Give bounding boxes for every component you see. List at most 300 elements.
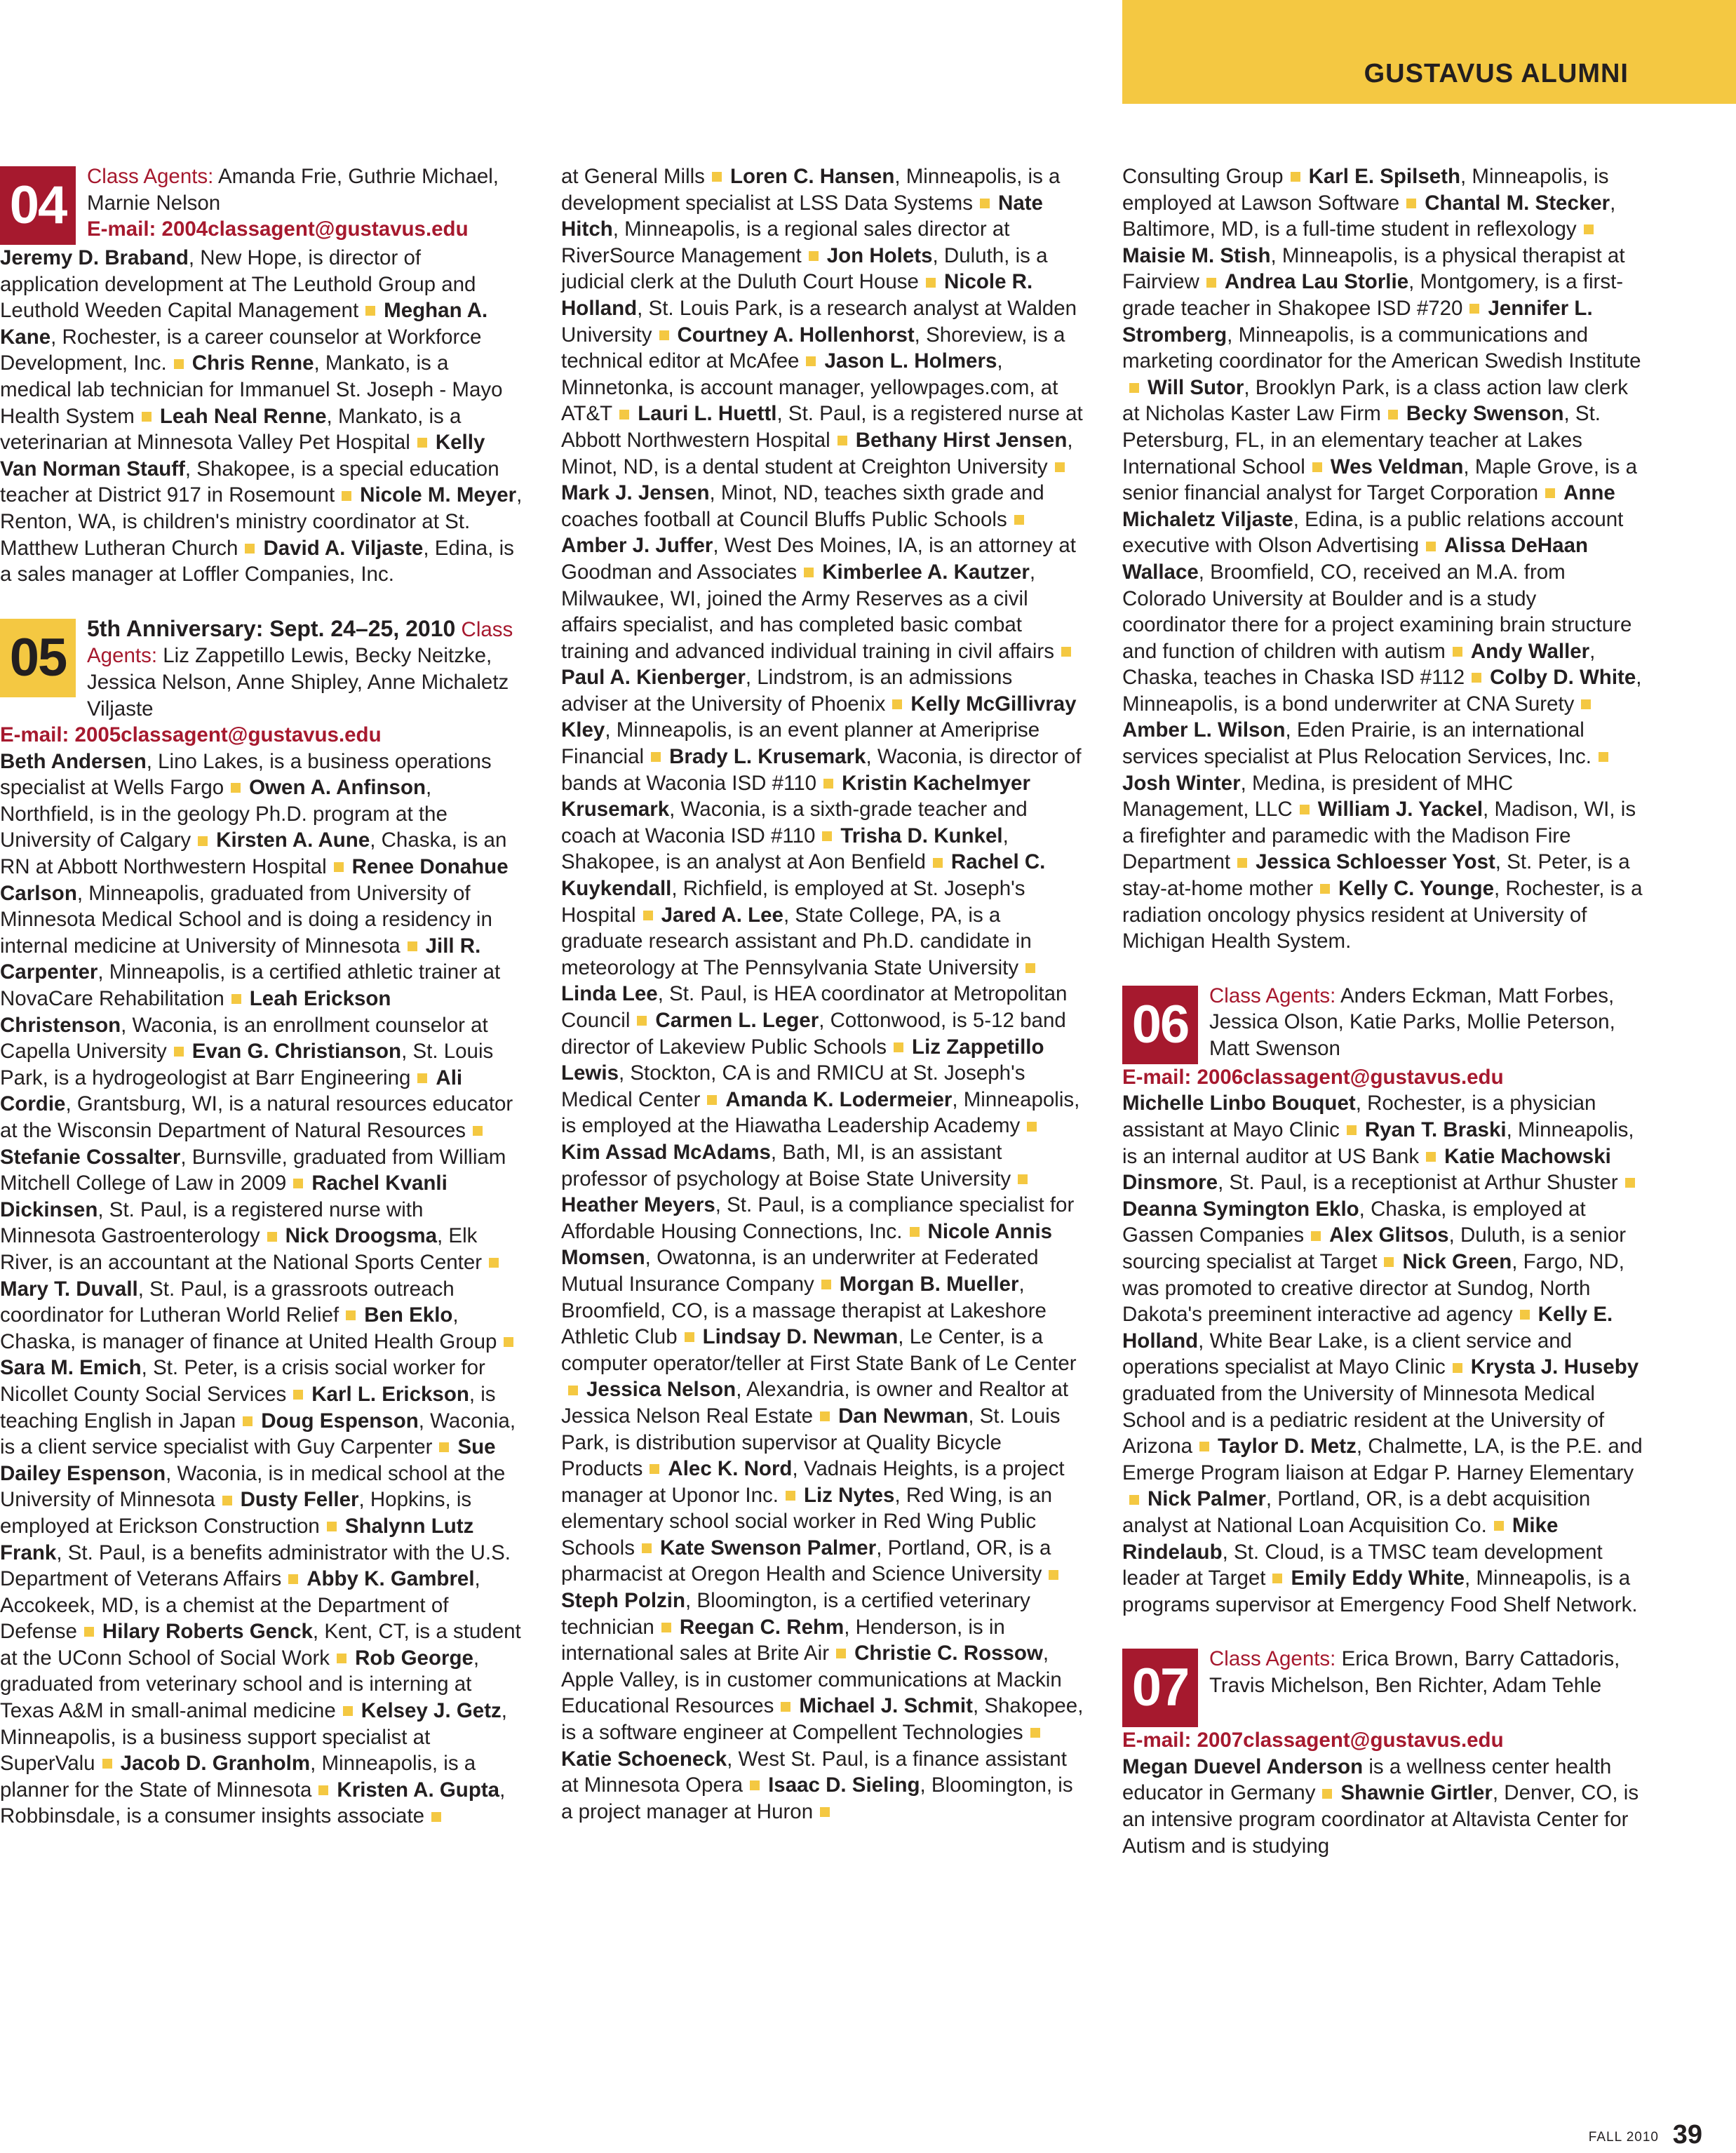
bullet-separator bbox=[820, 1807, 830, 1817]
alumni-details: , St. Paul, is a benefits administrator with the U.S. Department of Veterans Affairs bbox=[0, 1541, 511, 1591]
bullet-separator bbox=[174, 359, 184, 369]
alumni-name: Amanda K. Lodermeier bbox=[725, 1087, 953, 1111]
spacer bbox=[0, 588, 523, 616]
alumni-name: Renee Donahue Carlson bbox=[0, 855, 509, 905]
alumni-details: , Northfield, is in the geology Ph.D. program at the University of Calgary bbox=[0, 776, 448, 852]
alumni-details: , Chaska, is employed at Gassen Companies bbox=[1122, 1197, 1586, 1247]
alumni-details: , Waconia, is an enrollment counselor at Capella University bbox=[0, 1013, 488, 1064]
alumni-name: Owen A. Anfinson bbox=[249, 776, 426, 800]
alumni-details: , Grantsburg, WI, is a natural resources educator at the Wisconsin Department of Natural Resources bbox=[0, 1092, 513, 1142]
alumni-details: , Milwaukee, WI, joined the Army Reserves as a civil affairs specialist, and has completed basic combat training and advanced individual training in civil affairs bbox=[561, 560, 1054, 663]
alumni-name: Krysta J. Huseby bbox=[1470, 1355, 1639, 1379]
bullet-separator bbox=[643, 911, 653, 920]
bullet-separator bbox=[894, 1042, 903, 1052]
alumni-name: Kimberlee A. Kautzer bbox=[822, 560, 1030, 584]
bullet-separator bbox=[408, 941, 417, 951]
alumni-name: Kelly E. Holland bbox=[1122, 1303, 1613, 1353]
alumni-name: Amber L. Wilson bbox=[1122, 718, 1286, 742]
class-agents bbox=[87, 616, 523, 722]
class-email: E-mail: 2006classagent@gustavus.edu bbox=[1122, 1065, 1504, 1089]
alumni-details: , St. Louis Park, is a hydrogeologist at Barr Engineering bbox=[0, 1040, 494, 1089]
alumni-details: , St. Paul, is a registered nurse with Minnesota Gastroenterology bbox=[0, 1198, 424, 1248]
alumni-name: Trisha D. Kunkel bbox=[840, 824, 1003, 847]
bullet-separator bbox=[293, 1390, 303, 1400]
alumni-name: Reegan C. Rehm bbox=[679, 1615, 845, 1639]
alumni-name: Nicole M. Meyer bbox=[360, 483, 517, 507]
entries bbox=[1122, 1754, 1645, 1859]
alumni-details: , St. Paul, is a grassroots outreach coordinator for Lutheran World Relief bbox=[0, 1277, 455, 1327]
alumni-name: Kirsten A. Aune bbox=[216, 829, 370, 852]
alumni-name: Anne Michaletz Viljaste bbox=[1122, 481, 1615, 531]
alumni-details: , Vadnais Heights, is a project manager at Uponor Inc. bbox=[561, 1457, 1065, 1507]
alumni-details: , St. Paul, is HEA coordinator at Metropolitan Council bbox=[561, 982, 1068, 1032]
bullet-separator bbox=[1581, 699, 1591, 709]
alumni-details: , Edina, is a public relations account executive with Olson Advertising bbox=[1122, 507, 1624, 558]
bullet-separator bbox=[1426, 1152, 1436, 1162]
bullet-separator bbox=[198, 836, 208, 846]
class-header bbox=[0, 163, 523, 245]
class-email: E-mail: 2007classagent@gustavus.edu bbox=[1122, 1729, 1504, 1752]
bullet-separator bbox=[222, 1496, 232, 1505]
alumni-name: Deanna Symington Eklo bbox=[1122, 1197, 1359, 1221]
alumni-details: , Mankato, is a veterinarian at Minnesota Valley Pet Hospital bbox=[0, 404, 462, 455]
alumni-details: , Chalmette, LA, is the P.E. and Emerge Program liaison at Edgar P. Harney Elementary bbox=[1122, 1435, 1643, 1484]
alumni-name: Alex Glitsos bbox=[1329, 1223, 1449, 1247]
bullet-separator bbox=[231, 994, 241, 1004]
bullet-separator bbox=[637, 1016, 647, 1026]
alumni-details: , Minneapolis, is a bond underwriter at CNA Surety bbox=[1122, 666, 1642, 716]
alumni-details: , St. Peter, is a stay-at-home mother bbox=[1122, 850, 1630, 901]
alumni-details: , Broomfield, CO, is a massage therapist at Lakeshore Athletic Club bbox=[561, 1272, 1047, 1349]
entries bbox=[1122, 163, 1645, 955]
alumni-name: Taylor D. Metz bbox=[1218, 1435, 1357, 1458]
bullet-separator bbox=[1055, 462, 1065, 472]
alumni-name: Sara M. Emich bbox=[0, 1356, 142, 1380]
bullet-separator bbox=[1384, 1257, 1394, 1267]
bullet-separator bbox=[243, 1416, 253, 1426]
bullet-separator bbox=[933, 858, 943, 868]
alumni-details: , White Bear Lake, is a client service and operations specialist at Mayo Clinic bbox=[1122, 1329, 1573, 1379]
alumni-name: Becky Swenson bbox=[1406, 402, 1564, 426]
entries bbox=[1122, 1090, 1645, 1618]
bullet-separator bbox=[342, 491, 351, 501]
alumni-name: Maisie M. Stish bbox=[1122, 243, 1271, 267]
bullet-separator bbox=[1545, 488, 1555, 498]
alumni-name: Andy Waller bbox=[1470, 639, 1590, 663]
alumni-details: , Shoreview, is a technical editor at McAfee bbox=[561, 323, 1065, 373]
bullet-separator bbox=[1469, 304, 1479, 314]
bullet-separator bbox=[1027, 1122, 1037, 1132]
alumni-name: Colby D. White bbox=[1490, 666, 1636, 690]
alumni-name: Leah Erickson Christenson bbox=[0, 987, 391, 1037]
bullet-separator bbox=[267, 1232, 277, 1242]
alumni-details: , West St. Paul, is a finance assistant at Minnesota Opera bbox=[561, 1747, 1067, 1797]
bullet-separator bbox=[318, 1785, 328, 1795]
bullet-separator bbox=[1014, 515, 1024, 525]
alumni-name: Brady L. Krusemark bbox=[669, 745, 866, 769]
alumni-details: , Stockton, CA is and RMICU at St. Joseph's Medical Center bbox=[561, 1061, 1025, 1111]
bullet-separator bbox=[836, 1649, 846, 1658]
alumni-name: Abby K. Gambrel bbox=[307, 1567, 475, 1591]
class-year-badge: 05 bbox=[0, 619, 76, 697]
bullet-separator bbox=[568, 1386, 578, 1395]
bullet-separator bbox=[102, 1759, 112, 1769]
alumni-details: , St. Cloud, is a TMSC team development leader at Target bbox=[1122, 1540, 1603, 1590]
column-2 bbox=[561, 163, 1084, 1825]
alumni-details: , Minneapolis, is a programs supervisor at Emergency Food Shelf Network. bbox=[1122, 1567, 1638, 1616]
alumni-details: , New Hope, is director of application development at The Leuthold Group and Leuthold Weeden Capital Management bbox=[0, 246, 476, 323]
alumni-details: , Bath, MI, is an assistant professor of psychology at Boise State University bbox=[561, 1140, 1011, 1190]
class-year-badge: 07 bbox=[1122, 1649, 1198, 1727]
bullet-separator bbox=[910, 1227, 920, 1237]
bullet-separator bbox=[619, 410, 629, 420]
bullet-separator bbox=[439, 1442, 449, 1452]
class-2007 bbox=[1122, 1646, 1645, 1859]
alumni-name: Jessica Nelson bbox=[586, 1378, 736, 1402]
bullet-separator bbox=[1322, 1789, 1332, 1799]
alumni-name: Jason L. Holmers bbox=[824, 349, 997, 373]
alumni-name: Karl E. Spilseth bbox=[1308, 165, 1460, 188]
bullet-separator bbox=[489, 1258, 499, 1268]
alumni-details: , Medina, is president of MHC Management, LLC bbox=[1122, 771, 1514, 821]
alumni-details: , Rochester, is a physician assistant at Mayo Clinic bbox=[1122, 1092, 1596, 1141]
entry-continued-text: Consulting Group bbox=[1122, 165, 1284, 188]
alumni-details: , Lino Lakes, is a business operations specialist at Wells Fargo bbox=[0, 749, 492, 800]
section-banner bbox=[1122, 0, 1736, 104]
alumni-details: , Minot, ND, teaches sixth grade and coaches football at Council Bluffs Public Schools bbox=[561, 481, 1044, 531]
alumni-name: Kelsey J. Getz bbox=[361, 1699, 502, 1723]
alumni-details: , Portland, OR, is a debt acquisition analyst at National Loan Acquisition Co. bbox=[1122, 1487, 1591, 1537]
bullet-separator bbox=[1049, 1570, 1058, 1580]
alumni-details: , Lindstrom, is an admissions adviser at the University of Phoenix bbox=[561, 666, 1013, 716]
bullet-separator bbox=[417, 438, 427, 448]
bullet-separator bbox=[1291, 172, 1300, 182]
alumni-details: , Bloomington, is a certified veterinary technician bbox=[561, 1589, 1030, 1639]
alumni-details: , Minnetonka, is account manager, yellowpages.com, at AT&T bbox=[561, 349, 1058, 426]
alumni-details: , Minneapolis, is a certified athletic trainer at NovaCare Rehabilitation bbox=[0, 960, 501, 1011]
alumni-details: , Montgomery, is a first-grade teacher in Shakopee ISD #720 bbox=[1122, 270, 1624, 320]
bullet-separator bbox=[804, 568, 814, 577]
alumni-name: Loren C. Hansen bbox=[729, 165, 895, 188]
alumni-name: Leah Neal Renne bbox=[159, 404, 327, 428]
bullet-separator bbox=[327, 1522, 337, 1531]
alumni-details: , Robbinsdale, is a consumer insights associate bbox=[0, 1778, 506, 1828]
alumni-details: , St. Paul, is a compliance specialist for Affordable Housing Connections, Inc. bbox=[561, 1193, 1075, 1243]
alumni-name: Mary T. Duvall bbox=[0, 1277, 138, 1301]
bullet-separator bbox=[1237, 858, 1247, 868]
alumni-name: Paul A. Kienberger bbox=[561, 666, 746, 690]
alumni-name: Lindsay D. Newman bbox=[702, 1325, 899, 1349]
class-2005 bbox=[0, 616, 523, 1830]
bullet-separator bbox=[806, 356, 816, 366]
alumni-name: Stefanie Cossalter bbox=[0, 1145, 181, 1169]
bullet-separator bbox=[1426, 542, 1436, 551]
bullet-separator bbox=[337, 1654, 346, 1663]
bullet-separator bbox=[926, 278, 936, 288]
alumni-details: , Hopkins, is employed at Erickson Construction bbox=[0, 1488, 472, 1538]
bullet-separator bbox=[1472, 673, 1481, 683]
alumni-details: , St. Louis Park, is a research analyst at Walden University bbox=[561, 296, 1077, 347]
bullet-separator bbox=[417, 1073, 427, 1083]
class-year-badge: 04 bbox=[0, 166, 76, 245]
alumni-details: , Minneapolis, is a communications and marketing coordinator for the American Swedish Institute bbox=[1122, 323, 1641, 373]
class-agents bbox=[1209, 1646, 1645, 1698]
alumni-name: Kristen A. Gupta bbox=[337, 1778, 500, 1802]
class-email: E-mail: 2004classagent@gustavus.edu bbox=[87, 217, 469, 241]
anniversary-heading: 5th Anniversary: Sept. 24–25, 2010 bbox=[87, 615, 456, 641]
bullet-separator bbox=[1300, 805, 1310, 814]
alumni-details: , Denver, CO, is an intensive program coordinator at Altavista Center for Autism and is studying bbox=[1122, 1781, 1639, 1858]
alumni-name: Wes Veldman bbox=[1330, 455, 1464, 478]
class-header bbox=[1122, 983, 1645, 1064]
alumni-name: Nick Green bbox=[1402, 1249, 1512, 1273]
alumni-name: Jessica Schloesser Yost bbox=[1256, 850, 1495, 874]
alumni-details: , Le Center, is a computer operator/teller at First State Bank of Le Center bbox=[561, 1325, 1077, 1375]
entries bbox=[0, 749, 523, 1830]
alumni-name: Dan Newman bbox=[838, 1404, 969, 1428]
bullet-separator bbox=[1199, 1442, 1209, 1451]
bullet-separator bbox=[781, 1702, 790, 1712]
agents-label: Class Agents: bbox=[1209, 1647, 1336, 1671]
alumni-name: Carmen L. Leger bbox=[655, 1009, 819, 1032]
bullet-separator bbox=[1025, 963, 1035, 973]
alumni-details: , West Des Moines, IA, is an attorney at Goodman and Associates bbox=[561, 534, 1076, 584]
agents-label: Class Agents: bbox=[87, 617, 513, 668]
alumni-name: Kim Assad McAdams bbox=[561, 1140, 771, 1164]
bullet-separator bbox=[231, 783, 241, 793]
alumni-name: Karl L. Erickson bbox=[311, 1382, 469, 1406]
bullet-separator bbox=[1494, 1521, 1504, 1531]
alumni-name: Mike Rindelaub bbox=[1122, 1513, 1559, 1564]
bullet-separator bbox=[837, 436, 847, 445]
agents-label: Class Agents: bbox=[87, 165, 214, 188]
alumni-details: , Shakopee, is an analyst at Aon Benfield bbox=[561, 824, 1009, 874]
bullet-separator bbox=[1453, 1363, 1462, 1373]
alumni-details: , Mankato, is a medical lab technician for Immanuel St. Joseph - Mayo Health System bbox=[0, 351, 503, 428]
alumni-name: Steph Polzin bbox=[561, 1589, 685, 1613]
page-number: 39 bbox=[1672, 2120, 1702, 2149]
alumni-details: , Duluth, is a judicial clerk at the Duluth Court House bbox=[561, 243, 1048, 294]
bullet-separator bbox=[1129, 1495, 1139, 1505]
alumni-name: Lauri L. Huettl bbox=[638, 402, 777, 426]
alumni-name: Rachel Kvanli Dickinsen bbox=[0, 1172, 448, 1221]
bullet-separator bbox=[365, 306, 375, 316]
alumni-name: Linda Lee bbox=[561, 982, 658, 1006]
bullet-separator bbox=[1388, 410, 1398, 420]
bullet-separator bbox=[288, 1574, 298, 1584]
bullet-separator bbox=[334, 862, 344, 872]
alumni-name: Chantal M. Stecker bbox=[1425, 191, 1610, 215]
agents-names: Liz Zappetillo Lewis, Becky Neitzke, Jessica Nelson, Anne Shipley, Anne Michaletz Viljaste bbox=[87, 644, 509, 720]
bullet-separator bbox=[1129, 383, 1139, 393]
alumni-name: William J. Yackel bbox=[1317, 798, 1483, 821]
alumni-name: Beth Andersen bbox=[0, 749, 147, 773]
alumni-name: Liz Zappetillo Lewis bbox=[561, 1035, 1044, 1085]
bullet-separator bbox=[1406, 199, 1416, 208]
alumni-details: , Shakopee, is a special education teacher at District 917 in Rosemount bbox=[0, 457, 499, 507]
alumni-name: Alissa DeHaan Wallace bbox=[1122, 534, 1589, 584]
agents-label: Class Agents: bbox=[1209, 984, 1336, 1007]
alumni-name: Ryan T. Braski bbox=[1364, 1118, 1507, 1141]
bullet-separator bbox=[980, 199, 990, 208]
bullet-separator bbox=[786, 1491, 795, 1501]
bullet-separator bbox=[1272, 1574, 1282, 1583]
alumni-details: , Burnsville, graduated from William Mitchell College of Law in 2009 bbox=[0, 1145, 506, 1195]
alumni-details: , Henderson, is in international sales at Brite Air bbox=[561, 1615, 1005, 1665]
alumni-details: , Minot, ND, is a dental student at Creighton University bbox=[561, 428, 1073, 478]
alumni-details: , Waconia, is a sixth-grade teacher and coach at Waconia ISD #110 bbox=[561, 798, 1028, 847]
class-2006 bbox=[1122, 983, 1645, 1618]
alumni-details: , Kent, CT, is a student at the UConn School of Social Work bbox=[0, 1620, 521, 1670]
alumni-details: , Waconia, is a client service specialist with Guy Carpenter bbox=[0, 1409, 516, 1459]
alumni-details: , Maple Grove, is a senior financial analyst for Target Corporation bbox=[1122, 455, 1637, 505]
alumni-details: , is teaching English in Japan bbox=[0, 1382, 496, 1433]
agents-names: Erica Brown, Barry Cattadoris, Travis Michelson, Ben Richter, Adam Tehle bbox=[1209, 1647, 1620, 1697]
alumni-name: Michael J. Schmit bbox=[799, 1694, 973, 1718]
alumni-name: Megan Duevel Anderson bbox=[1122, 1755, 1364, 1778]
alumni-details: , Elk River, is an accountant at the National Sports Center bbox=[0, 1224, 483, 1274]
alumni-details: , Rochester, is a career counselor at Workforce Development, Inc. bbox=[0, 325, 482, 375]
class-2004 bbox=[0, 163, 523, 588]
class-email: E-mail: 2005classagent@gustavus.edu bbox=[0, 723, 382, 747]
alumni-details: , Renton, WA, is children's ministry coordinator at St. Matthew Lutheran Church bbox=[0, 483, 523, 560]
bullet-separator bbox=[809, 251, 819, 261]
alumni-details: , Edina, is a sales manager at Loffler Companies, Inc. bbox=[0, 536, 514, 586]
alumni-details: , State College, PA, is a graduate research assistant and Ph.D. candidate in meteorology at The Pennsylvania State University bbox=[561, 903, 1032, 979]
agents-names: Amanda Frie, Guthrie Michael, Marnie Nelson bbox=[87, 165, 499, 215]
agents-names: Anders Eckman, Matt Forbes, Jessica Olson, Katie Parks, Mollie Peterson, Matt Swenson bbox=[1209, 984, 1615, 1060]
bullet-separator bbox=[1030, 1728, 1040, 1738]
alumni-details: , Duluth, is a senior sourcing specialist at Target bbox=[1122, 1223, 1627, 1273]
alumni-details: , Minneapolis, is a planner for the State of Minnesota bbox=[0, 1752, 476, 1802]
alumni-name: Hilary Roberts Genck bbox=[102, 1620, 313, 1644]
alumni-details: , St. Petersburg, FL, in an elementary teacher at Lakes International School bbox=[1122, 402, 1601, 478]
alumni-name: Nicole Annis Momsen bbox=[561, 1219, 1053, 1270]
alumni-details: , Minneapolis, is a regional sales director at RiverSource Management bbox=[561, 217, 1010, 267]
alumni-name: Heather Meyers bbox=[561, 1193, 715, 1217]
alumni-name: Ali Cordie bbox=[0, 1066, 463, 1116]
alumni-details: , St. Paul, is a receptionist at Arthur Shuster bbox=[1218, 1171, 1618, 1195]
entries bbox=[0, 245, 523, 588]
alumni-details: , Fargo, ND, was promoted to creative director at Sundog, North Dakota's preeminent interactive ad agency bbox=[1122, 1249, 1624, 1327]
alumni-name: Jacob D. Granholm bbox=[120, 1752, 311, 1776]
alumni-details: , Accokeek, MD, is a chemist at the Department of Defense bbox=[0, 1567, 480, 1644]
alumni-name: Nick Droogsma bbox=[285, 1224, 437, 1248]
alumni-details: , Portland, OR, is a pharmacist at Oregon Health and Science University bbox=[561, 1536, 1051, 1586]
bullet-separator bbox=[1599, 752, 1608, 762]
bullet-separator bbox=[661, 1623, 671, 1632]
section-title: GUSTAVUS ALUMNI bbox=[1364, 59, 1629, 88]
alumni-name: Nicole R. Holland bbox=[561, 270, 1033, 320]
alumni-name: Emily Eddy White bbox=[1291, 1567, 1465, 1590]
alumni-details: , Richfield, is employed at St. Joseph's Hospital bbox=[561, 877, 1025, 927]
class-header bbox=[1122, 1646, 1645, 1727]
alumni-name: David A. Viljaste bbox=[263, 536, 424, 560]
alumni-name: Sue Dailey Espenson bbox=[0, 1435, 496, 1485]
alumni-name: Chris Renne bbox=[191, 351, 314, 375]
alumni-name: Jared A. Lee bbox=[661, 903, 783, 927]
alumni-details: , Minneapolis, is a physical therapist at Fairview bbox=[1122, 243, 1625, 294]
alumni-name: Nick Palmer bbox=[1148, 1487, 1266, 1511]
spacer bbox=[1122, 955, 1645, 983]
alumni-name: Rob George bbox=[355, 1646, 473, 1670]
bullet-separator bbox=[473, 1126, 483, 1136]
column-3 bbox=[1122, 163, 1645, 1859]
bullet-separator bbox=[504, 1337, 513, 1347]
alumni-details: , Brooklyn Park, is a class action law clerk at Nicholas Kaster Law Firm bbox=[1122, 375, 1628, 426]
bullet-separator bbox=[1312, 462, 1322, 472]
bullet-separator bbox=[174, 1047, 184, 1057]
bullet-separator bbox=[1320, 884, 1330, 894]
alumni-name: Jeremy D. Braband bbox=[0, 246, 189, 269]
bullet-separator bbox=[142, 412, 152, 422]
alumni-details: , Red Wing, is an elementary school social worker in Red Wing Public Schools bbox=[561, 1483, 1053, 1560]
bullet-separator bbox=[1584, 224, 1594, 234]
column-1 bbox=[0, 163, 523, 1830]
bullet-separator bbox=[1311, 1231, 1321, 1241]
alumni-name: Courtney A. Hollenhorst bbox=[677, 323, 915, 347]
alumni-name: Dusty Feller bbox=[240, 1488, 359, 1512]
bullet-separator bbox=[642, 1543, 652, 1553]
alumni-details: , Chaska, is an RN at Abbott Northwestern Hospital bbox=[0, 829, 507, 879]
bullet-separator bbox=[431, 1812, 441, 1822]
alumni-details: , Bloomington, is a project manager at Huron bbox=[561, 1773, 1073, 1823]
bullet-separator bbox=[1206, 278, 1216, 288]
alumni-name: Meghan A. Kane bbox=[0, 299, 488, 349]
alumni-details: , Broomfield, CO, received an M.A. from Colorado University at Boulder and is a study coordinator there for a project examining brain structure and function of children with autism bbox=[1122, 560, 1632, 663]
bullet-separator bbox=[707, 1095, 717, 1105]
bullet-separator bbox=[245, 544, 255, 554]
alumni-name: Mark J. Jensen bbox=[561, 481, 710, 505]
bullet-separator bbox=[750, 1780, 760, 1790]
alumni-name: Isaac D. Sieling bbox=[768, 1773, 920, 1797]
alumni-name: Andrea Lau Storlie bbox=[1224, 270, 1409, 294]
bullet-separator bbox=[712, 172, 722, 182]
alumni-name: Liz Nytes bbox=[803, 1483, 895, 1507]
alumni-details: , Cottonwood, is 5-12 band director of Lakeview Public Schools bbox=[561, 1009, 1066, 1059]
entries bbox=[561, 163, 1084, 1825]
alumni-name: Kate Swenson Palmer bbox=[659, 1536, 877, 1560]
class-year-badge: 06 bbox=[1122, 986, 1198, 1064]
bullet-separator bbox=[650, 1464, 659, 1474]
class-header bbox=[0, 616, 523, 722]
bullet-separator bbox=[651, 752, 661, 762]
alumni-details: , Minneapolis, is employed at Lawson Software bbox=[1122, 165, 1609, 215]
alumni-details: , Waconia, is director of bands at Waconia ISD #110 bbox=[561, 745, 1082, 795]
alumni-details: , Waconia, is in medical school at the University of Minnesota bbox=[0, 1461, 506, 1512]
alumni-name: Jill R. Carpenter bbox=[0, 934, 481, 984]
entry-continued-text: at General Mills bbox=[561, 165, 705, 188]
class-agents bbox=[1209, 983, 1645, 1062]
alumni-details: , Madison, WI, is a firefighter and paramedic with the Madison Fire Department bbox=[1122, 798, 1636, 874]
alumni-name: Josh Winter bbox=[1122, 771, 1241, 795]
alumni-details: , Eden Prairie, is an international services specialist at Plus Relocation Services, Inc. bbox=[1122, 718, 1592, 769]
bullet-separator bbox=[823, 779, 833, 789]
bullet-separator bbox=[822, 831, 832, 841]
alumni-name: Ben Eklo bbox=[364, 1303, 453, 1327]
class-agents bbox=[87, 163, 523, 243]
alumni-details: , Minneapolis, is an event planner at Ameriprise Financial bbox=[561, 718, 1040, 769]
alumni-name: Jon Holets bbox=[826, 243, 933, 267]
alumni-name: Shalynn Lutz Frank bbox=[0, 1514, 474, 1564]
alumni-details: is a wellness center health educator in Germany bbox=[1122, 1755, 1612, 1805]
bullet-separator bbox=[1061, 647, 1071, 657]
alumni-name: Doug Espenson bbox=[261, 1409, 419, 1433]
alumni-details: , Shakopee, is a software engineer at Compellent Technologies bbox=[561, 1694, 1084, 1745]
bullet-separator bbox=[1347, 1125, 1357, 1135]
alumni-details: , Apple Valley, is in customer communications at Mackin Educational Resources bbox=[561, 1642, 1062, 1718]
alumni-name: Alec K. Nord bbox=[668, 1457, 793, 1481]
